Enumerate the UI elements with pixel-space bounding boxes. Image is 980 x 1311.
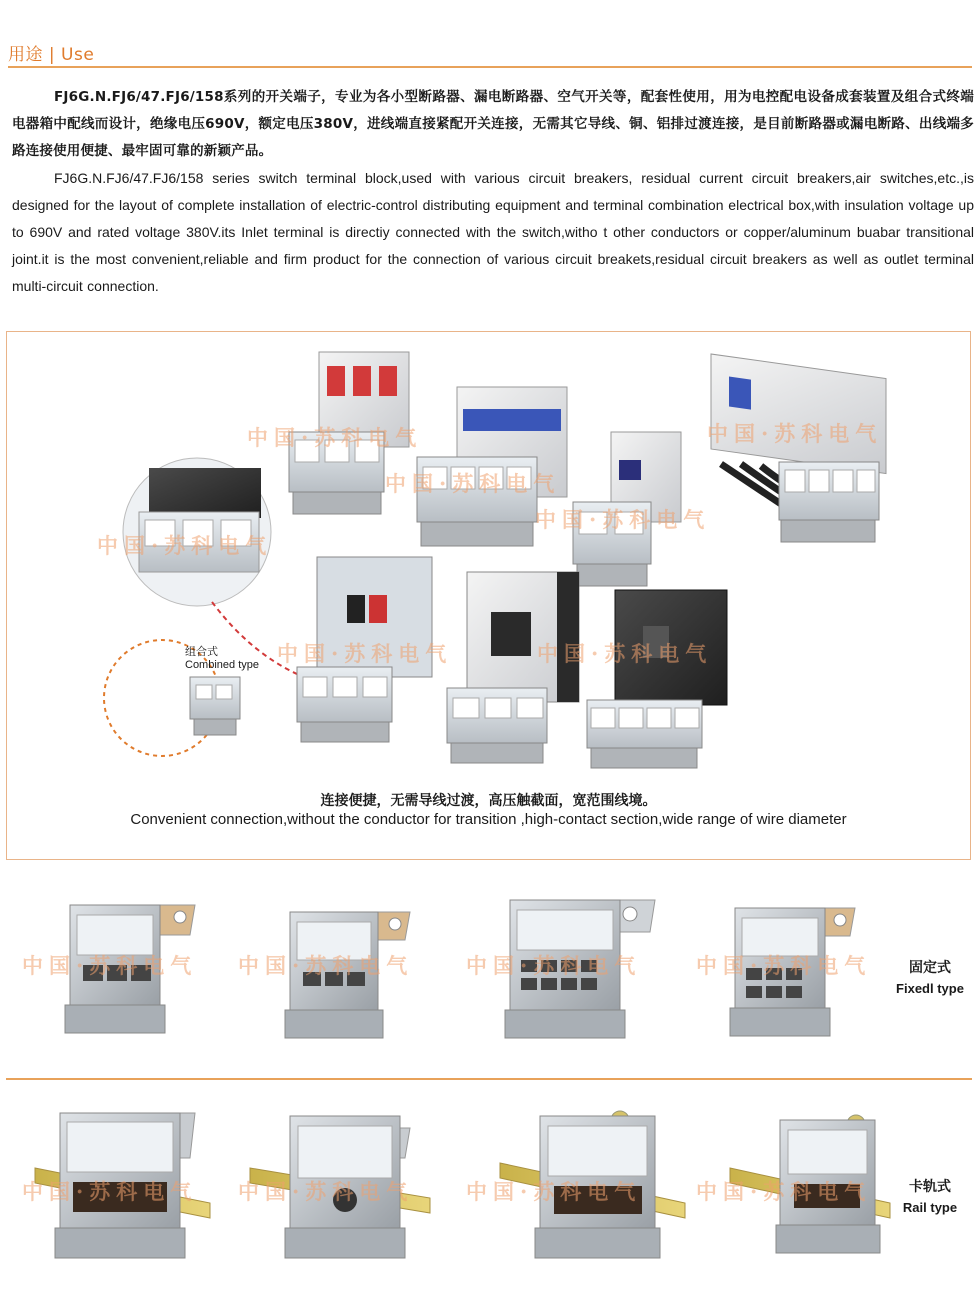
watermark: 中国·苏科电气 bbox=[696, 953, 872, 978]
watermark: 中国·苏科电气 bbox=[535, 507, 711, 532]
intro-text bbox=[12, 84, 974, 300]
caption-chinese: 连接便捷，无需导线过渡，高压触截面，宽范围线境。 bbox=[320, 793, 657, 809]
section-header bbox=[8, 40, 972, 65]
watermark: 中国·苏科电气 bbox=[385, 471, 561, 496]
intro-english: FJ6G.N.FJ6/47.FJ6/158 series switch terminal block,used with various circuit breakers, residual current circuit breakers,air switches,etc.,is designed for the layout of complete installation of electric-control distributing equipment and terminal combination electrical box,with insulation voltage up to 690V and rated voltage 380V.its Inlet terminal is directiy connected with the switch,witho t other conductors or copper/aluminum buabar transitional joint.it is the most convenient,reliable and firm product for the connection of various circuit breakets,residual circuit breakers as well as outlet terminal multi-circuit connection. bbox=[12, 170, 974, 294]
fixed-type-label-cn: 固定式 bbox=[909, 960, 951, 976]
watermark: 中国·苏科电气 bbox=[22, 1179, 198, 1204]
combined-type-block bbox=[190, 677, 240, 735]
inset-label-cn: 组合式 bbox=[185, 646, 218, 658]
caption-english: Convenient connection,without the conductor for transition ,high-contact section,wide range of wire diameter bbox=[130, 811, 847, 828]
watermark: 中国·苏科电气 bbox=[707, 421, 883, 446]
section-title: 用途 | Use bbox=[8, 45, 95, 65]
rail-type-label bbox=[890, 1176, 970, 1215]
watermark: 中国·苏科电气 bbox=[97, 533, 273, 558]
fixed-type-label bbox=[890, 957, 970, 996]
watermark: 中国·苏科电气 bbox=[696, 1179, 872, 1204]
breaker-rcd bbox=[711, 354, 886, 542]
watermark: 中国·苏科电气 bbox=[466, 1179, 642, 1204]
row-divider bbox=[6, 1078, 972, 1080]
rail-type-label-en: Rail type bbox=[902, 1200, 958, 1215]
header-divider bbox=[8, 66, 972, 68]
inset-label bbox=[185, 646, 259, 672]
fixed-type-label-en: Fixedl type bbox=[896, 981, 964, 996]
watermark: 中国·苏科电气 bbox=[22, 953, 198, 978]
watermark: 中国·苏科电气 bbox=[238, 1179, 414, 1204]
watermark: 中国·苏科电气 bbox=[537, 641, 713, 666]
rail-type-label-cn: 卡轨式 bbox=[909, 1179, 951, 1195]
watermark: 中国·苏科电气 bbox=[238, 953, 414, 978]
watermark: 中国·苏科电气 bbox=[466, 953, 642, 978]
watermark: 中国·苏科电气 bbox=[277, 641, 453, 666]
breaker-mccb-black bbox=[587, 590, 727, 768]
watermark: 中国·苏科电气 bbox=[247, 425, 423, 450]
inset-label-en: Combined type bbox=[185, 659, 259, 671]
intro-chinese: FJ6G.N.FJ6/47.FJ6/158系列的开关端子，专业为各小型断路器、漏电断路器、空气开关等，配套性使用，用为电控配电设备成套装置及组合式终端电器箱中配线而设计，绝缘电压690V，额定电压380V，进线端直接紧配开关连接，无需其它导线、铜、铝排过渡连接，是目前断路器或漏电断路、出线端多路连接使用便捷、最牢固可靠的新颖产品。 bbox=[12, 89, 974, 159]
application-panel bbox=[6, 331, 971, 860]
